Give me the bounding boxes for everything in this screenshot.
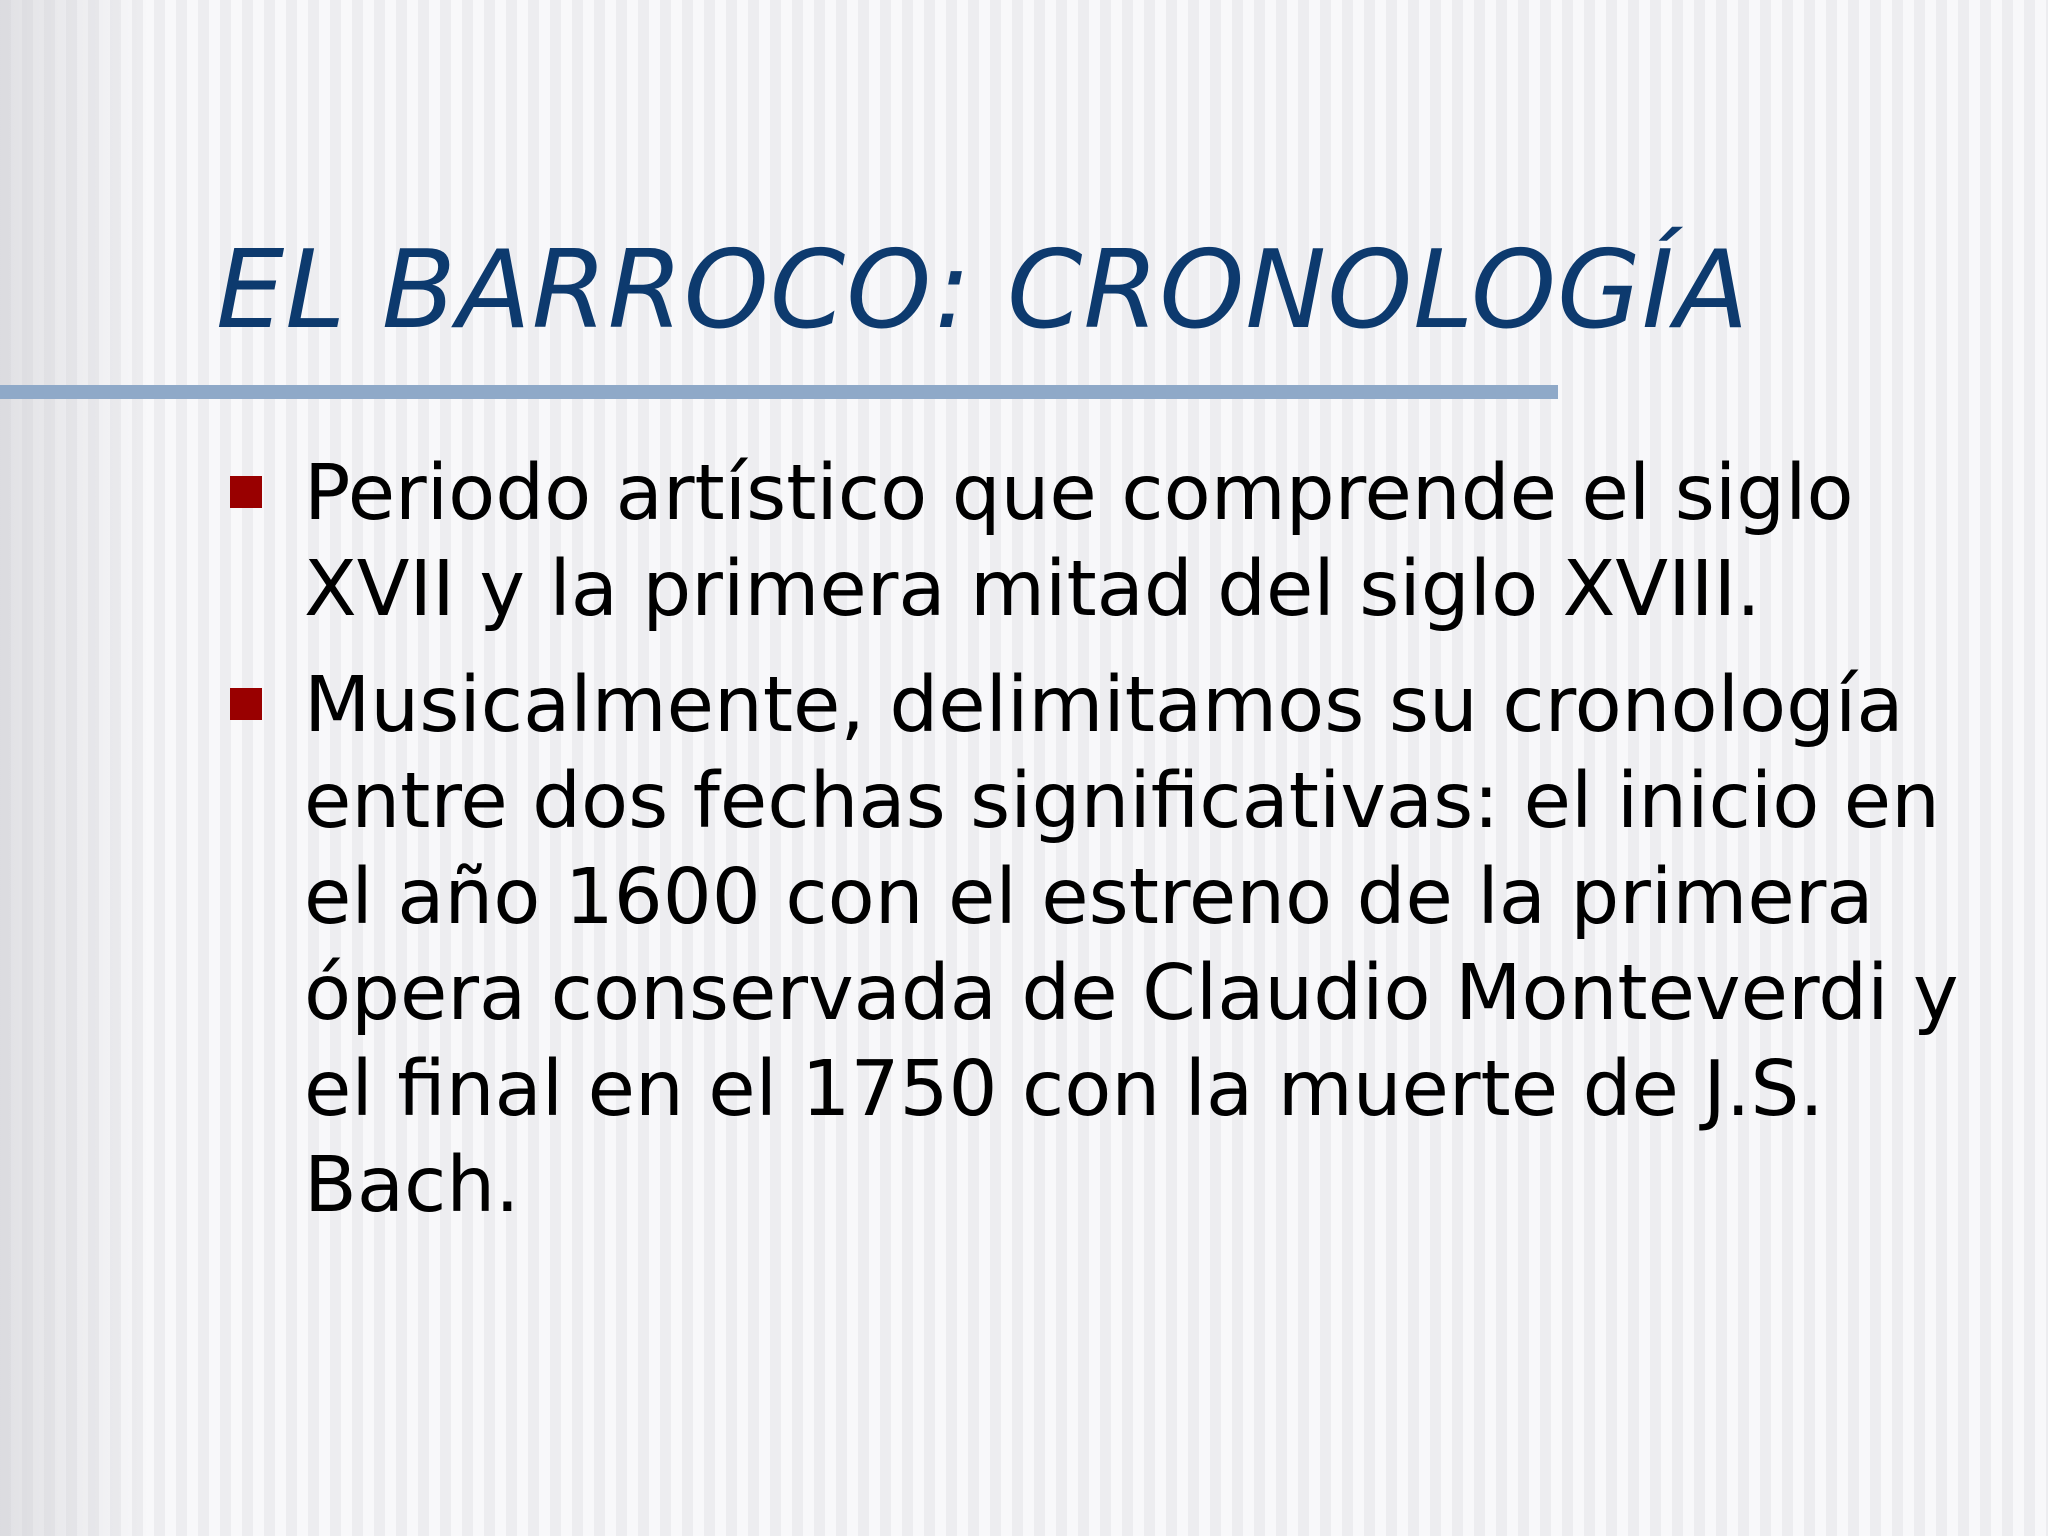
bullet-item [230, 658, 2010, 1234]
bullet-item [230, 446, 2010, 638]
square-bullet-icon [230, 476, 262, 508]
bullet-text: Periodo artístico que comprende el siglo XVII y la primera mitad del siglo XVIII. [304, 449, 1854, 634]
square-bullet-icon [230, 688, 262, 720]
title-underline-divider [0, 385, 1558, 399]
slide-title: EL BARROCO: CRONOLOGÍA [216, 228, 1750, 353]
bullet-list [230, 446, 2010, 1234]
bullet-text: Musicalmente, delimitamos su cronología entre dos fechas significativas: el inicio en el año 1600 con el estreno de la primera ópera conservada de Claudio Monteverdi y el final en el 1750 con la muerte de J.S. Bach. [304, 661, 1959, 1230]
